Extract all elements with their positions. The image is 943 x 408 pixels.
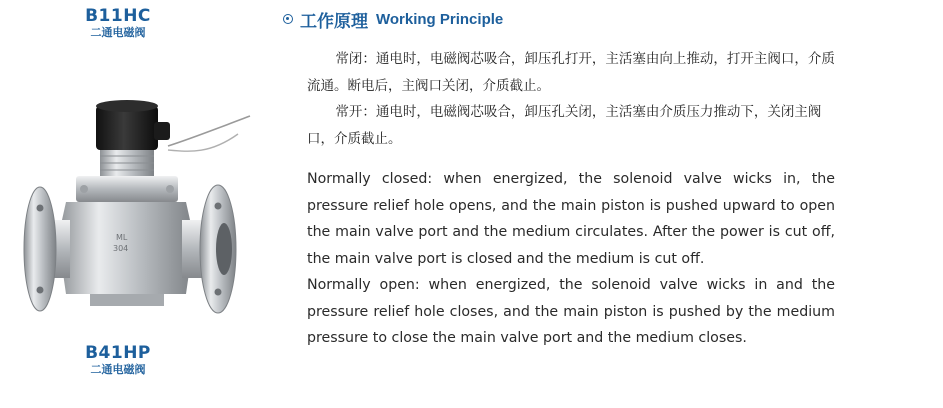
paragraph-normally-closed-en: Normally closed: when energized, the solenoid valve wicks in, the pressure relief hole opens, and the main piston is pushed upward to open the main valve port and the medium circulates. After the power is cut off, the main valve port is closed and the medium is cut off. xyxy=(307,171,835,267)
body-marking-1: ML xyxy=(116,233,128,242)
double-circle-bullet-icon xyxy=(283,14,293,24)
paragraph-normally-open-cn: 常开：通电时，电磁阀芯吸合，卸压孔关闭，主活塞由介质压力推动下，关闭主阀口，介质截止。 xyxy=(307,104,822,147)
principle-text-en xyxy=(307,166,835,352)
body-marking-2: 304 xyxy=(113,244,129,253)
product-name: 二通电磁阀 xyxy=(90,363,146,376)
section-title-en: Working Principle xyxy=(376,10,504,28)
section-heading xyxy=(283,8,503,30)
product-name: 二通电磁阀 xyxy=(90,26,146,39)
product-code: B11HC xyxy=(85,6,151,26)
paragraph-normally-closed-cn: 常闭：通电时，电磁阀芯吸合，卸压孔打开，主活塞由向上推动，打开主阀口，介质流通。断电后，主阀口关闭，介质截止。 xyxy=(307,51,835,94)
solenoid-valve-image xyxy=(18,88,276,346)
product-label-top xyxy=(58,6,178,40)
paragraph-normally-open-en: Normally open: when energized, the solenoid valve wicks in and the pressure relief hole closes, and the main piston is pushed by the medium pressure to close the main valve port and the medium closes. xyxy=(307,277,835,346)
product-code: B41HP xyxy=(85,343,151,363)
product-label-bottom xyxy=(58,343,178,377)
principle-text-cn xyxy=(307,46,837,152)
section-title-cn: 工作原理 xyxy=(300,11,368,32)
